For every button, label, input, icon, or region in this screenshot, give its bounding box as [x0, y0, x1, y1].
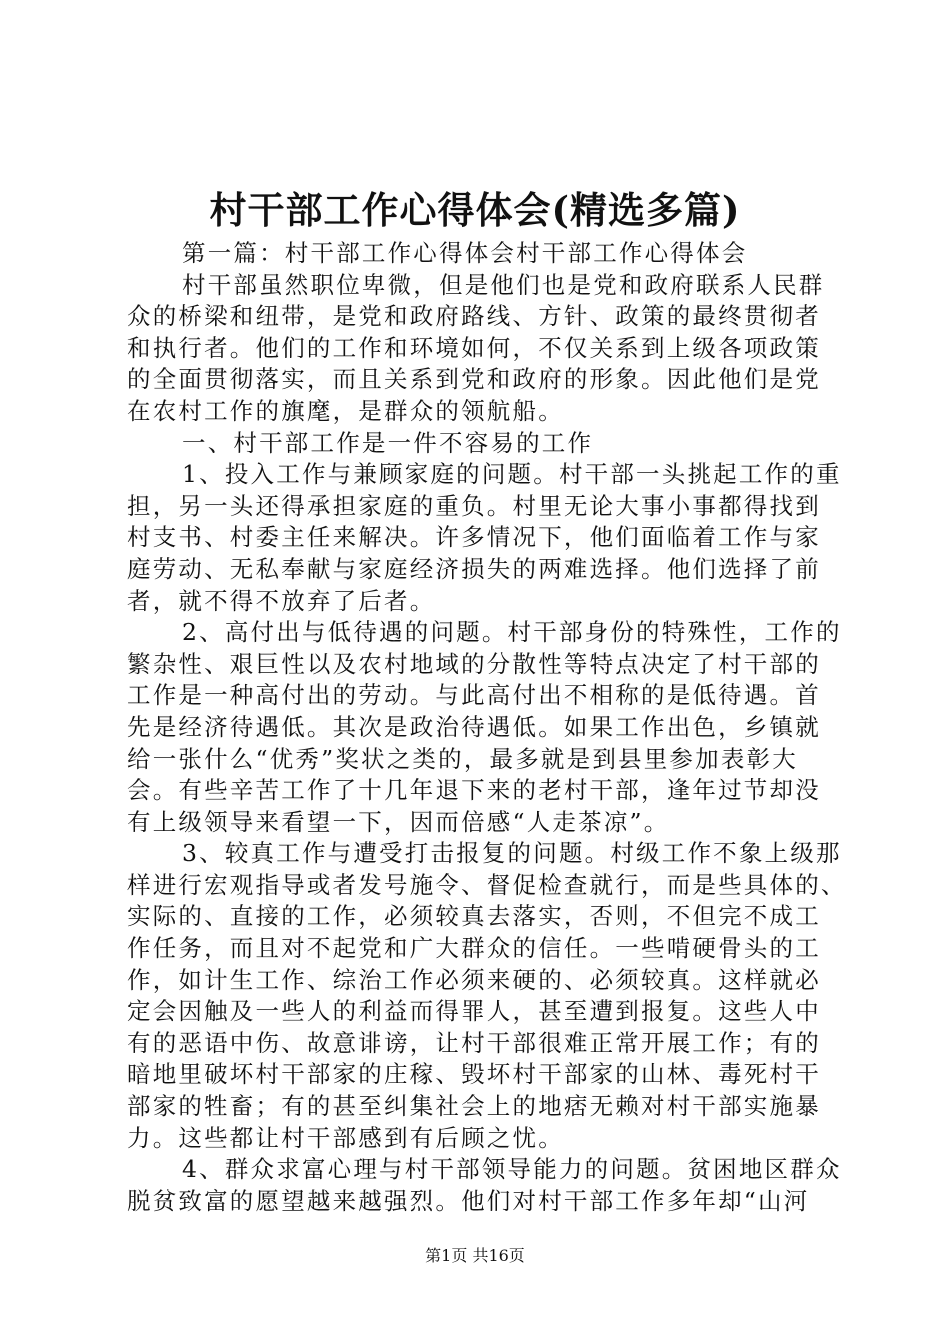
- text-line: 繁杂性、艰巨性以及农村地域的分散性等特点决定了村干部的: [127, 649, 821, 678]
- text-line: 第一篇：村干部工作心得体会村干部工作心得体会: [182, 239, 748, 267]
- document-body: [127, 238, 847, 1217]
- page-footer: 第1页 共16页: [425, 1246, 525, 1265]
- text-line: 和执行者。他们的工作和环境如何，不仅关系到上级各项政策: [127, 333, 821, 362]
- text-line: 在农村工作的旗麾，是群众的领航船。: [127, 396, 564, 425]
- text-line: 部家的牲畜；有的甚至纠集社会上的地痞无赖对村干部实施暴: [127, 1092, 821, 1121]
- text-line: 4、群众求富心理与村干部领导能力的问题。贫困地区群众: [182, 1155, 842, 1184]
- text-line: 力。这些都让村干部感到有后顾之忧。: [127, 1123, 564, 1152]
- text-line: 担，另一头还得承担家庭的重负。村里无论大事小事都得找到: [127, 491, 821, 520]
- text-line: 有的恶语中伤、故意诽谤，让村干部很难正常开展工作；有的: [127, 1028, 821, 1057]
- text-line: 会。有些辛苦工作了十几年退下来的老村干部，逢年过节却没: [127, 776, 821, 805]
- text-line: 作，如计生工作、综治工作必须来硬的、必须较真。这样就必: [127, 965, 821, 994]
- text-line: 给一张什么“优秀”奖状之类的，最多就是到县里参加表彰大: [127, 744, 798, 773]
- text-line: 2、高付出与低待遇的问题。村干部身份的特殊性，工作的: [182, 618, 842, 647]
- document-title: 村干部工作心得体会(精选多篇): [209, 188, 741, 232]
- text-line: 先是经济待遇低。其次是政治待遇低。如果工作出色，乡镇就: [127, 712, 821, 741]
- text-line: 1、投入工作与兼顾家庭的问题。村干部一头挑起工作的重: [182, 460, 842, 489]
- text-line: 实际的、直接的工作，必须较真去落实，否则，不但完不成工: [127, 902, 821, 931]
- text-line: 众的桥梁和纽带，是党和政府路线、方针、政策的最终贯彻者: [127, 302, 821, 331]
- text-line: 有上级领导来看望一下，因而倍感“人走茶凉”。: [127, 807, 670, 836]
- text-line: 庭劳动、无私奉献与家庭经济损失的两难选择。他们选择了前: [127, 554, 821, 583]
- text-line: 者，就不得不放弃了后者。: [127, 586, 436, 615]
- text-line: 村干部虽然职位卑微，但是他们也是党和政府联系人民群: [182, 270, 825, 299]
- text-line: 作任务，而且对不起党和广大群众的信任。一些啃硬骨头的工: [127, 934, 821, 963]
- text-line: 定会因触及一些人的利益而得罪人，甚至遭到报复。这些人中: [127, 997, 821, 1026]
- text-line: 3、较真工作与遭受打击报复的问题。村级工作不象上级那: [182, 839, 842, 868]
- text-line: 工作是一种高付出的劳动。与此高付出不相称的是低待遇。首: [127, 681, 821, 710]
- text-line: 样进行宏观指导或者发号施令、督促检查就行，而是些具体的、: [127, 870, 847, 899]
- text-line: 暗地里破坏村干部家的庄稼、毁坏村干部家的山林、毒死村干: [127, 1060, 821, 1089]
- text-line: 脱贫致富的愿望越来越强烈。他们对村干部工作多年却“山河: [127, 1186, 810, 1215]
- text-line: 村支书、村委主任来解决。许多情况下，他们面临着工作与家: [127, 523, 821, 552]
- text-line: 的全面贯彻落实，而且关系到党和政府的形象。因此他们是党: [127, 365, 821, 394]
- text-line: 一、村干部工作是一件不容易的工作: [182, 428, 594, 457]
